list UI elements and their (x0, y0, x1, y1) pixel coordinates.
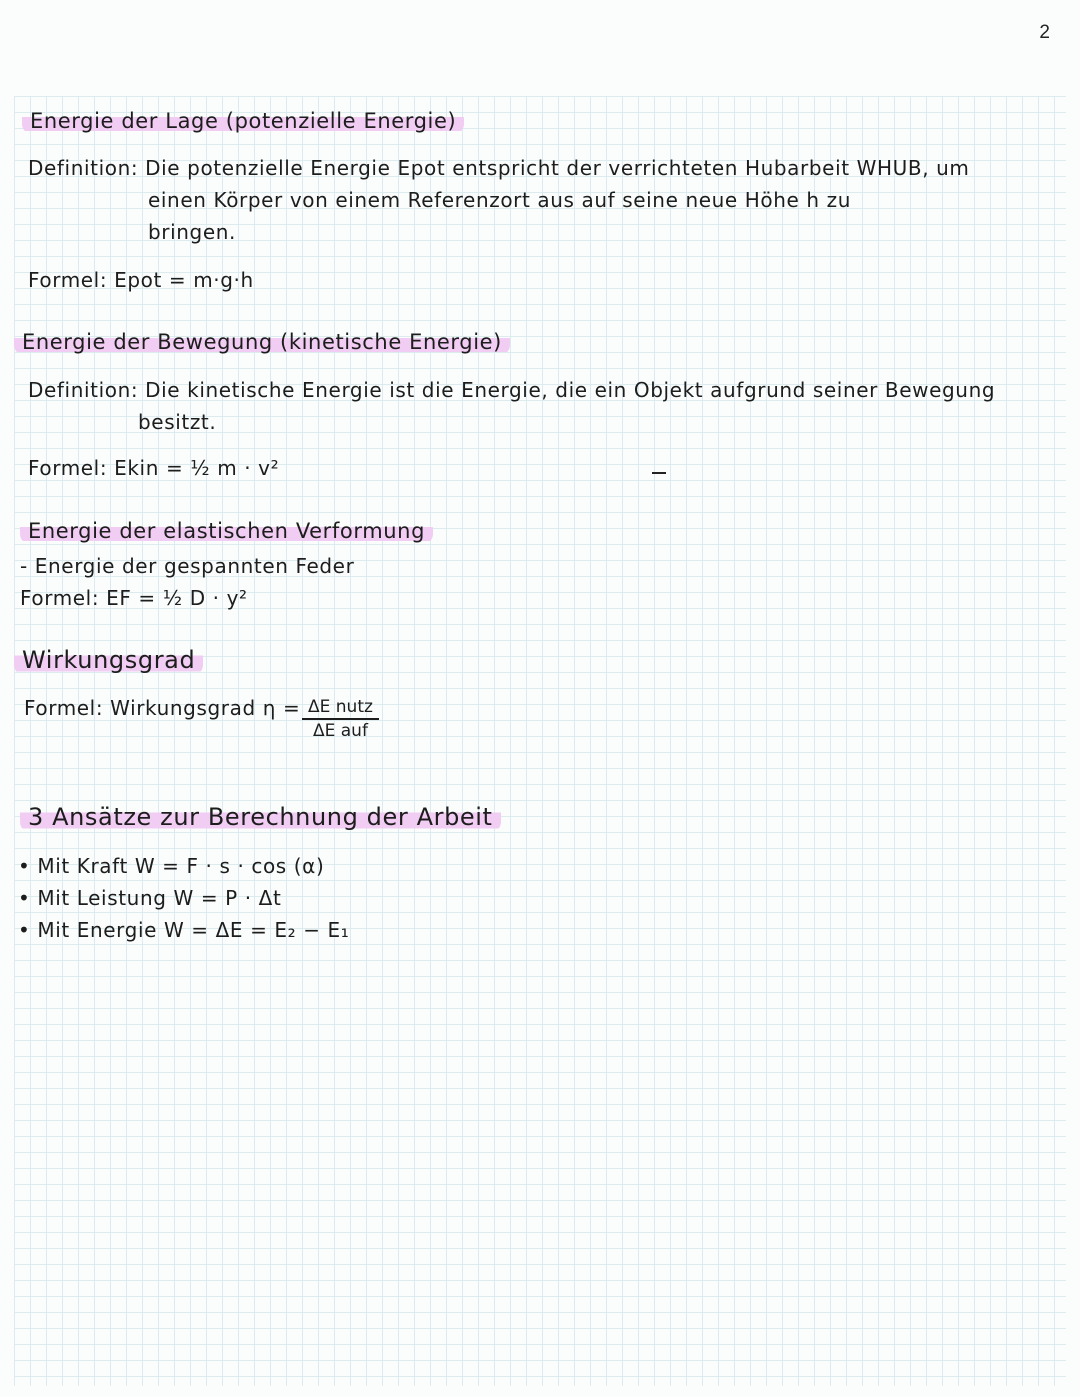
efficiency-formula-label: Formel: Wirkungsgrad η = (24, 696, 301, 720)
efficiency-denominator: ΔE auf (312, 721, 368, 741)
kinetic-definition-line2: besitzt. (138, 410, 217, 434)
elastic-line1: - Energie der gespannten Feder (20, 554, 355, 578)
efficiency-fraction (302, 696, 379, 742)
work-item-power: • Mit Leistung W = P · Δt (18, 886, 282, 910)
stray-dash (652, 472, 666, 474)
potential-definition-line3: bringen. (148, 220, 236, 244)
elastic-formula: Formel: EF = ½ D · y² (20, 586, 248, 610)
work-item-force: • Mit Kraft W = F · s · cos (α) (18, 854, 325, 878)
kinetic-definition-line1: Definition: Die kinetische Energie ist die Energie, die ein Objekt aufgrund seiner Bewegung (28, 378, 996, 402)
heading-potential-energy: Energie der Lage (potenzielle Energie) (22, 108, 464, 134)
work-item-energy: • Mit Energie W = ΔE = E₂ − E₁ (18, 918, 350, 942)
page-number: 2 (1039, 22, 1050, 43)
heading-elastic-energy: Energie der elastischen Verformung (20, 518, 433, 544)
potential-definition-line1: Definition: Die potenzielle Energie Epot entspricht der verrichteten Hubarbeit WHUB, um (28, 156, 970, 180)
heading-kinetic-energy: Energie der Bewegung (kinetische Energie) (14, 329, 510, 355)
kinetic-formula: Formel: Ekin = ½ m · v² (28, 456, 280, 480)
heading-work-approaches: 3 Ansätze zur Berechnung der Arbeit (20, 802, 501, 832)
efficiency-numerator: ΔE nutz (302, 696, 379, 720)
potential-formula: Formel: Epot = m·g·h (28, 268, 254, 292)
potential-definition-line2: einen Körper von einem Referenzort aus auf seine neue Höhe h zu (148, 188, 851, 212)
heading-efficiency: Wirkungsgrad (14, 645, 203, 675)
